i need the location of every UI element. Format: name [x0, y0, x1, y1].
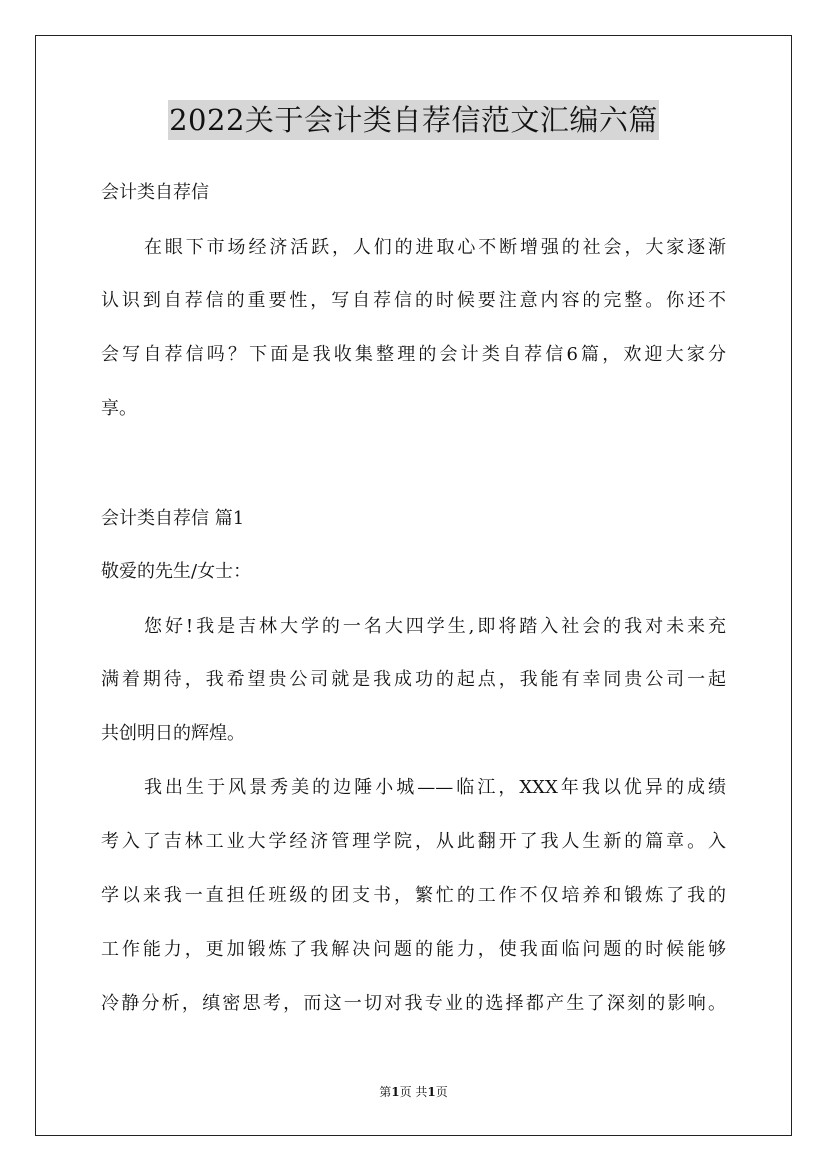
intro-line: 享。: [101, 398, 137, 419]
page-number-middle: 页 共: [399, 1085, 428, 1099]
intro-line: 认识到自荐信的重要性，写自荐信的时候要注意内容的完整。你还不: [101, 290, 726, 311]
paragraph-line: 我出生于风景秀美的边陲小城——临江，XXX年我以优异的成绩: [144, 777, 726, 798]
title-container: [0, 100, 827, 140]
page-number-suffix: 页: [435, 1085, 448, 1099]
paragraph-line: 您好!我是吉林大学的一名大四学生,即将踏入社会的我对未来充: [144, 616, 726, 637]
paragraph-line: 工作能力，更加锻炼了我解决问题的能力，使我面临问题的时候能够: [101, 939, 726, 960]
page-footer: [0, 1084, 827, 1100]
paragraph-line: 共创明日的辉煌。: [101, 723, 245, 744]
paragraph-line: 冷静分析，缜密思考，而这一切对我专业的选择都产生了深刻的影响。: [101, 993, 726, 1014]
total-page-number: 1: [427, 1085, 436, 1099]
intro-heading: 会计类自荐信: [101, 182, 209, 203]
salutation: 敬爱的先生/女士：: [101, 561, 252, 582]
section-heading: 会计类自荐信 篇1: [101, 508, 245, 529]
current-page-number: 1: [391, 1085, 400, 1099]
paragraph-line: 考入了吉林工业大学经济管理学院，从此翻开了我人生新的篇章。入: [101, 831, 726, 852]
paragraph-line: 满着期待，我希望贵公司就是我成功的起点，我能有幸同贵公司一起: [101, 669, 726, 690]
paragraph-line: 学以来我一直担任班级的团支书，繁忙的工作不仅培养和锻炼了我的: [101, 885, 726, 906]
intro-line: 会写自荐信吗？下面是我收集整理的会计类自荐信6篇，欢迎大家分: [101, 344, 726, 365]
page-number-prefix: 第: [379, 1085, 392, 1099]
document-title: 2022关于会计类自荐信范文汇编六篇: [168, 100, 659, 140]
intro-line: 在眼下市场经济活跃，人们的进取心不断增强的社会，大家逐渐: [144, 237, 726, 258]
